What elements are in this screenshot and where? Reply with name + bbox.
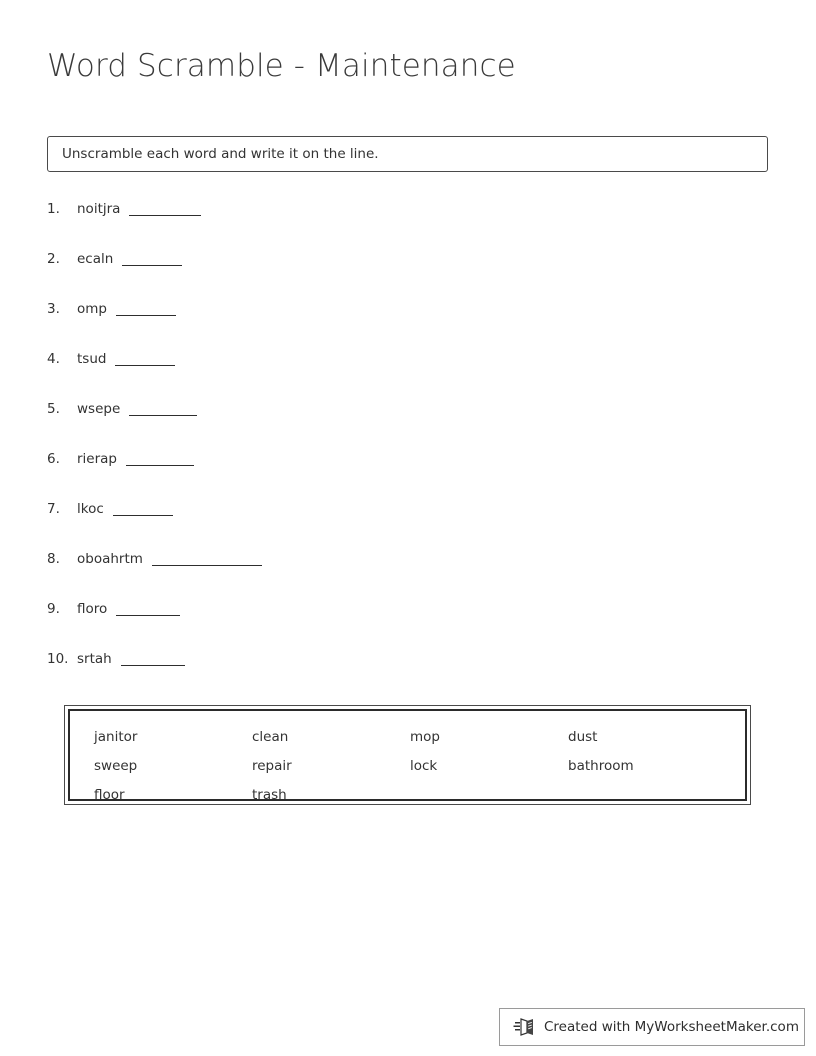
item-number: 9. — [47, 601, 60, 617]
answer-line[interactable] — [116, 315, 176, 316]
answer-line[interactable] — [115, 365, 175, 366]
scrambled-word: omp — [77, 301, 107, 317]
word-bank-word: clean — [252, 729, 289, 745]
answer-line[interactable] — [121, 665, 185, 666]
scrambled-word: srtah — [77, 651, 112, 667]
scramble-item — [47, 450, 747, 500]
scrambled-word: ecaln — [77, 251, 114, 267]
item-number: 8. — [47, 551, 60, 567]
scrambled-word: wsepe — [77, 401, 121, 417]
scrambled-word: floro — [77, 601, 108, 617]
word-bank-word: dust — [568, 729, 598, 745]
scramble-item — [47, 350, 747, 400]
scrambled-word: oboahrtm — [77, 551, 143, 567]
scramble-list — [47, 200, 747, 700]
answer-line[interactable] — [116, 615, 180, 616]
word-bank-box — [64, 705, 751, 805]
footer-text: Created with MyWorksheetMaker.com — [544, 1019, 799, 1035]
item-number: 10. — [47, 651, 69, 667]
myworksheetmaker-logo-icon — [513, 1015, 537, 1039]
scrambled-word: noitjra — [77, 201, 121, 217]
item-number: 3. — [47, 301, 60, 317]
scrambled-word: tsud — [77, 351, 107, 367]
scramble-item — [47, 600, 747, 650]
scramble-item — [47, 300, 747, 350]
answer-line[interactable] — [129, 415, 197, 416]
scrambled-word: rierap — [77, 451, 117, 467]
footer-badge[interactable] — [499, 1008, 805, 1046]
word-bank-word: janitor — [94, 729, 138, 745]
scrambled-word: lkoc — [77, 501, 104, 517]
scramble-item — [47, 250, 747, 300]
instructions-box — [47, 136, 768, 172]
instructions-text: Unscramble each word and write it on the line. — [62, 146, 379, 162]
item-number: 1. — [47, 201, 60, 217]
item-number: 2. — [47, 251, 60, 267]
word-bank-grid — [94, 723, 735, 810]
scramble-item — [47, 200, 747, 250]
word-bank-word: bathroom — [568, 758, 634, 774]
word-bank-inner-frame — [68, 709, 747, 801]
answer-line[interactable] — [126, 465, 194, 466]
answer-line[interactable] — [152, 565, 262, 566]
word-bank-word: floor — [94, 787, 125, 803]
scramble-item — [47, 500, 747, 550]
page-title: Word Scramble - Maintenance — [47, 48, 516, 84]
word-bank-word: repair — [252, 758, 292, 774]
answer-line[interactable] — [122, 265, 182, 266]
answer-line[interactable] — [113, 515, 173, 516]
item-number: 6. — [47, 451, 60, 467]
scramble-item — [47, 400, 747, 450]
item-number: 5. — [47, 401, 60, 417]
answer-line[interactable] — [129, 215, 201, 216]
item-number: 7. — [47, 501, 60, 517]
word-bank-word: lock — [410, 758, 438, 774]
word-bank-word: sweep — [94, 758, 138, 774]
scramble-item — [47, 650, 747, 700]
word-bank-word: trash — [252, 787, 287, 803]
scramble-item — [47, 550, 747, 600]
item-number: 4. — [47, 351, 60, 367]
word-bank-word: mop — [410, 729, 440, 745]
